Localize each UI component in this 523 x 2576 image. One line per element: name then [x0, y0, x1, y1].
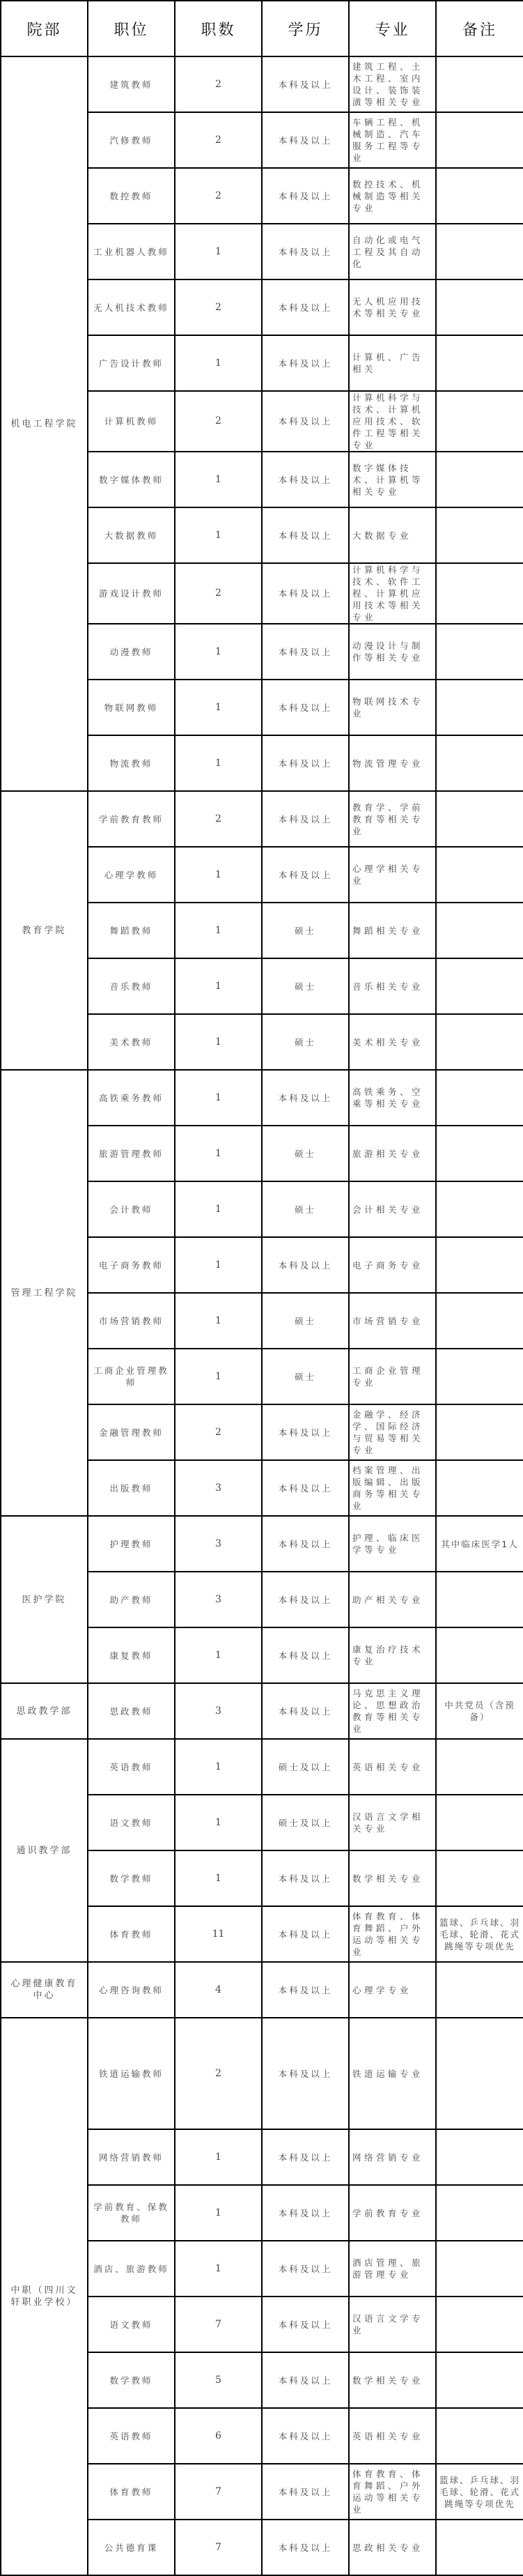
- education-cell: 硕士: [262, 1293, 349, 1349]
- table-row: [1, 791, 523, 847]
- major-cell: 高铁乘务、空乘等相关专业: [349, 1070, 436, 1126]
- table-row: [1, 1070, 523, 1126]
- major-cell: 数学相关专业: [349, 2352, 436, 2408]
- major-cell: 网络营销专业: [349, 2129, 436, 2185]
- position-cell: 物联网教师: [88, 680, 175, 735]
- count-cell: 1: [175, 1237, 262, 1293]
- note-cell: [436, 624, 523, 680]
- note-cell: [436, 1404, 523, 1460]
- major-cell: 计算机科学与技术、软件工程、计算机应用技术等相关专业: [349, 563, 436, 624]
- table-body: [1, 56, 523, 2575]
- note-cell: [436, 563, 523, 624]
- note-cell: [436, 1627, 523, 1683]
- major-cell: 音乐相关专业: [349, 958, 436, 1014]
- count-cell: 1: [175, 1850, 262, 1906]
- count-cell: 2: [175, 563, 262, 624]
- note-cell: [436, 2520, 523, 2575]
- note-cell: [436, 2185, 523, 2241]
- position-cell: 英语教师: [88, 1739, 175, 1795]
- note-cell: [436, 1293, 523, 1349]
- department-cell: 管理工程学院: [1, 1070, 88, 1516]
- note-cell: [436, 2352, 523, 2408]
- position-cell: 无人机技术教师: [88, 279, 175, 335]
- position-cell: 市场营销教师: [88, 1293, 175, 1349]
- education-cell: 本科及以上: [262, 2464, 349, 2520]
- count-cell: 7: [175, 2297, 262, 2352]
- note-cell: [436, 507, 523, 563]
- note-cell: [436, 168, 523, 224]
- count-cell: 1: [175, 680, 262, 735]
- education-cell: 本科及以上: [262, 1850, 349, 1906]
- major-cell: 体育教育、体育舞蹈、户外运动等相关专业: [349, 2464, 436, 2520]
- position-cell: 酒店、旅游教师: [88, 2241, 175, 2297]
- count-cell: 1: [175, 335, 262, 391]
- note-cell: [436, 1460, 523, 1516]
- major-cell: 计算机、广告相关: [349, 335, 436, 391]
- education-cell: 本科及以上: [262, 1683, 349, 1739]
- education-cell: 硕士: [262, 1126, 349, 1181]
- major-cell: 市场营销专业: [349, 1293, 436, 1349]
- count-cell: 1: [175, 1739, 262, 1795]
- count-cell: 2: [175, 1404, 262, 1460]
- count-cell: 1: [175, 1126, 262, 1181]
- major-cell: 车辆工程、机械制造、汽车服务工程等专业: [349, 112, 436, 168]
- education-cell: 硕士及以上: [262, 1795, 349, 1850]
- education-cell: 本科及以上: [262, 1404, 349, 1460]
- note-cell: [436, 1070, 523, 1126]
- count-cell: 2: [175, 112, 262, 168]
- position-cell: 体育教师: [88, 1906, 175, 1962]
- major-cell: 马克思主义理论、思想政治教育等相关专业: [349, 1683, 436, 1739]
- education-cell: 本科及以上: [262, 1460, 349, 1516]
- count-cell: 1: [175, 1349, 262, 1404]
- count-cell: 2: [175, 391, 262, 452]
- position-cell: 金融管理教师: [88, 1404, 175, 1460]
- education-cell: 本科及以上: [262, 2018, 349, 2129]
- major-cell: 铁道运输专业: [349, 2018, 436, 2129]
- position-cell: 语文教师: [88, 2297, 175, 2352]
- education-cell: 本科及以上: [262, 2185, 349, 2241]
- major-cell: 思政相关专业: [349, 2520, 436, 2575]
- education-cell: 本科及以上: [262, 1070, 349, 1126]
- position-cell: 工业机器人教师: [88, 224, 175, 279]
- position-cell: 学前教育教师: [88, 791, 175, 847]
- count-cell: 4: [175, 1962, 262, 2018]
- major-cell: 学前教育专业: [349, 2185, 436, 2241]
- position-cell: 数学教师: [88, 2352, 175, 2408]
- note-cell: [436, 1739, 523, 1795]
- major-cell: 美术相关专业: [349, 1014, 436, 1070]
- education-cell: 本科及以上: [262, 112, 349, 168]
- count-cell: 2: [175, 791, 262, 847]
- count-cell: 1: [175, 1070, 262, 1126]
- education-cell: 本科及以上: [262, 335, 349, 391]
- education-cell: 本科及以上: [262, 1962, 349, 2018]
- note-cell: 篮球、乒乓球、羽毛球、轮滑、花式跳绳等专项优先: [436, 1906, 523, 1962]
- note-cell: [436, 279, 523, 335]
- note-cell: [436, 1126, 523, 1181]
- position-cell: 学前教育、保教教师: [88, 2185, 175, 2241]
- department-cell: 通识教学部: [1, 1739, 88, 1962]
- department-cell: 教育学院: [1, 791, 88, 1070]
- note-cell: [436, 791, 523, 847]
- note-cell: [436, 452, 523, 507]
- count-cell: 2: [175, 2018, 262, 2129]
- table-row: [1, 1683, 523, 1739]
- position-cell: 语文教师: [88, 1795, 175, 1850]
- position-cell: 动漫教师: [88, 624, 175, 680]
- count-cell: 1: [175, 735, 262, 791]
- position-cell: 数字媒体教师: [88, 452, 175, 507]
- major-cell: 心理学相关专业: [349, 847, 436, 903]
- education-cell: 本科及以上: [262, 847, 349, 903]
- count-cell: 1: [175, 2129, 262, 2185]
- education-cell: 本科及以上: [262, 168, 349, 224]
- count-cell: 1: [175, 903, 262, 958]
- position-cell: 体育教师: [88, 2464, 175, 2520]
- note-cell: [436, 1349, 523, 1404]
- major-cell: 助产相关专业: [349, 1572, 436, 1627]
- note-cell: 中共党员（含预备）: [436, 1683, 523, 1739]
- major-cell: 护理、临床医学等专业: [349, 1516, 436, 1572]
- major-cell: 汉语言文学专业: [349, 2297, 436, 2352]
- note-cell: [436, 1850, 523, 1906]
- note-cell: 其中临床医学1人: [436, 1516, 523, 1572]
- count-cell: 1: [175, 1181, 262, 1237]
- position-cell: 建筑教师: [88, 56, 175, 112]
- count-cell: 3: [175, 1460, 262, 1516]
- education-cell: 本科及以上: [262, 1572, 349, 1627]
- position-cell: 英语教师: [88, 2408, 175, 2464]
- header-major: 专业: [349, 1, 436, 56]
- note-cell: [436, 2408, 523, 2464]
- count-cell: 1: [175, 224, 262, 279]
- major-cell: 数学相关专业: [349, 1850, 436, 1906]
- education-cell: 本科及以上: [262, 735, 349, 791]
- count-cell: 2: [175, 279, 262, 335]
- header-row: [1, 1, 523, 56]
- position-cell: 工商企业管理教师: [88, 1349, 175, 1404]
- major-cell: 物联网技术专业: [349, 680, 436, 735]
- header-position: 职位: [88, 1, 175, 56]
- note-cell: 篮球、乒乓球、羽毛球、轮滑、花式跳绳等专项优先: [436, 2464, 523, 2520]
- major-cell: 酒店管理、旅游管理专业: [349, 2241, 436, 2297]
- note-cell: [436, 680, 523, 735]
- major-cell: 数字媒体技术、计算机等相关专业: [349, 452, 436, 507]
- education-cell: 本科及以上: [262, 452, 349, 507]
- note-cell: [436, 2297, 523, 2352]
- education-cell: 本科及以上: [262, 791, 349, 847]
- count-cell: 1: [175, 507, 262, 563]
- education-cell: 本科及以上: [262, 1237, 349, 1293]
- education-cell: 本科及以上: [262, 2129, 349, 2185]
- table-row: [1, 1739, 523, 1795]
- position-cell: 数学教师: [88, 1850, 175, 1906]
- department-cell: 思政教学部: [1, 1683, 88, 1739]
- header-education: 学历: [262, 1, 349, 56]
- count-cell: 1: [175, 847, 262, 903]
- major-cell: 档案管理、出版编辑、出版商务等相关专业: [349, 1460, 436, 1516]
- note-cell: [436, 1795, 523, 1850]
- position-cell: 电子商务教师: [88, 1237, 175, 1293]
- education-cell: 本科及以上: [262, 507, 349, 563]
- note-cell: [436, 1237, 523, 1293]
- count-cell: 2: [175, 168, 262, 224]
- count-cell: 2: [175, 56, 262, 112]
- table-row: [1, 56, 523, 112]
- education-cell: 本科及以上: [262, 680, 349, 735]
- education-cell: 本科及以上: [262, 2241, 349, 2297]
- position-cell: 物流教师: [88, 735, 175, 791]
- position-cell: 游戏设计教师: [88, 563, 175, 624]
- position-cell: 音乐教师: [88, 958, 175, 1014]
- major-cell: 会计相关专业: [349, 1181, 436, 1237]
- major-cell: 舞蹈相关专业: [349, 903, 436, 958]
- major-cell: 旅游相关专业: [349, 1126, 436, 1181]
- major-cell: 工商企业管理专业: [349, 1349, 436, 1404]
- position-cell: 数控教师: [88, 168, 175, 224]
- position-cell: 心理咨询教师: [88, 1962, 175, 2018]
- position-cell: 心理学教师: [88, 847, 175, 903]
- note-cell: [436, 1181, 523, 1237]
- note-cell: [436, 224, 523, 279]
- education-cell: 本科及以上: [262, 2352, 349, 2408]
- education-cell: 硕士: [262, 1014, 349, 1070]
- education-cell: 本科及以上: [262, 1516, 349, 1572]
- count-cell: 3: [175, 1516, 262, 1572]
- major-cell: 建筑工程、土木工程、室内设计、装饰装潢等相关专业: [349, 56, 436, 112]
- position-cell: 网络营销教师: [88, 2129, 175, 2185]
- position-cell: 大数据教师: [88, 507, 175, 563]
- count-cell: 1: [175, 958, 262, 1014]
- note-cell: [436, 56, 523, 112]
- major-cell: 电子商务专业: [349, 1237, 436, 1293]
- note-cell: [436, 2129, 523, 2185]
- position-cell: 助产教师: [88, 1572, 175, 1627]
- count-cell: 6: [175, 2408, 262, 2464]
- education-cell: 本科及以上: [262, 2520, 349, 2575]
- major-cell: 英语相关专业: [349, 2408, 436, 2464]
- count-cell: 1: [175, 624, 262, 680]
- header-count: 职数: [175, 1, 262, 56]
- note-cell: [436, 958, 523, 1014]
- education-cell: 硕士: [262, 958, 349, 1014]
- count-cell: 5: [175, 2352, 262, 2408]
- department-cell: 中职（四川文轩职业学校）: [1, 2018, 88, 2575]
- count-cell: 11: [175, 1906, 262, 1962]
- education-cell: 本科及以上: [262, 224, 349, 279]
- major-cell: 物流管理专业: [349, 735, 436, 791]
- major-cell: 汉语言文学相关专业: [349, 1795, 436, 1850]
- position-cell: 美术教师: [88, 1014, 175, 1070]
- education-cell: 本科及以上: [262, 279, 349, 335]
- table-row: [1, 1516, 523, 1572]
- note-cell: [436, 1572, 523, 1627]
- header-note: 备注: [436, 1, 523, 56]
- major-cell: 数控技术、机械制造等相关专业: [349, 168, 436, 224]
- education-cell: 本科及以上: [262, 624, 349, 680]
- department-cell: 心理健康教育中心: [1, 1962, 88, 2018]
- note-cell: [436, 2241, 523, 2297]
- position-cell: 铁道运输教师: [88, 2018, 175, 2129]
- position-cell: 会计教师: [88, 1181, 175, 1237]
- note-cell: [436, 1962, 523, 2018]
- education-cell: 本科及以上: [262, 563, 349, 624]
- note-cell: [436, 847, 523, 903]
- position-cell: 舞蹈教师: [88, 903, 175, 958]
- education-cell: 本科及以上: [262, 2297, 349, 2352]
- note-cell: [436, 1014, 523, 1070]
- education-cell: 本科及以上: [262, 1906, 349, 1962]
- department-cell: 医护学院: [1, 1516, 88, 1683]
- education-cell: 硕士: [262, 1181, 349, 1237]
- position-cell: 康复教师: [88, 1627, 175, 1683]
- education-cell: 本科及以上: [262, 56, 349, 112]
- position-cell: 护理教师: [88, 1516, 175, 1572]
- count-cell: 3: [175, 1683, 262, 1739]
- major-cell: 体育教育、体育舞蹈、户外运动等相关专业: [349, 1906, 436, 1962]
- count-cell: 7: [175, 2464, 262, 2520]
- note-cell: [436, 735, 523, 791]
- major-cell: 金融学、经济学、国际经济与贸易等相关专业: [349, 1404, 436, 1460]
- department-cell: 机电工程学院: [1, 56, 88, 791]
- count-cell: 1: [175, 2241, 262, 2297]
- education-cell: 硕士及以上: [262, 1739, 349, 1795]
- position-cell: 高铁乘务教师: [88, 1070, 175, 1126]
- count-cell: 1: [175, 1014, 262, 1070]
- position-cell: 思政教师: [88, 1683, 175, 1739]
- education-cell: 本科及以上: [262, 2408, 349, 2464]
- position-cell: 广告设计教师: [88, 335, 175, 391]
- note-cell: [436, 335, 523, 391]
- position-cell: 汽修教师: [88, 112, 175, 168]
- major-cell: 动漫设计与制作等相关专业: [349, 624, 436, 680]
- major-cell: 心理学专业: [349, 1962, 436, 2018]
- major-cell: 教育学、学前教育等相关专业: [349, 791, 436, 847]
- note-cell: [436, 2018, 523, 2129]
- header-department: 院部: [1, 1, 88, 56]
- count-cell: 3: [175, 1572, 262, 1627]
- position-cell: 出版教师: [88, 1460, 175, 1516]
- education-cell: 硕士: [262, 1349, 349, 1404]
- count-cell: 1: [175, 2185, 262, 2241]
- count-cell: 1: [175, 1293, 262, 1349]
- position-cell: 计算机教师: [88, 391, 175, 452]
- count-cell: 7: [175, 2520, 262, 2575]
- education-cell: 本科及以上: [262, 391, 349, 452]
- note-cell: [436, 391, 523, 452]
- count-cell: 1: [175, 1795, 262, 1850]
- education-cell: 本科及以上: [262, 1627, 349, 1683]
- major-cell: 自动化或电气工程及其自动化: [349, 224, 436, 279]
- note-cell: [436, 903, 523, 958]
- count-cell: 1: [175, 1627, 262, 1683]
- major-cell: 英语相关专业: [349, 1739, 436, 1795]
- education-cell: 硕士: [262, 903, 349, 958]
- major-cell: 无人机应用技术等相关专业: [349, 279, 436, 335]
- table-row: [1, 2018, 523, 2129]
- position-cell: 公共德育课: [88, 2520, 175, 2575]
- note-cell: [436, 112, 523, 168]
- major-cell: 计算机科学与技术、计算机应用技术、软件工程等相关专业: [349, 391, 436, 452]
- major-cell: 大数据专业: [349, 507, 436, 563]
- count-cell: 1: [175, 452, 262, 507]
- table-row: [1, 1962, 523, 2018]
- position-cell: 旅游管理教师: [88, 1126, 175, 1181]
- major-cell: 康复治疗技术专业: [349, 1627, 436, 1683]
